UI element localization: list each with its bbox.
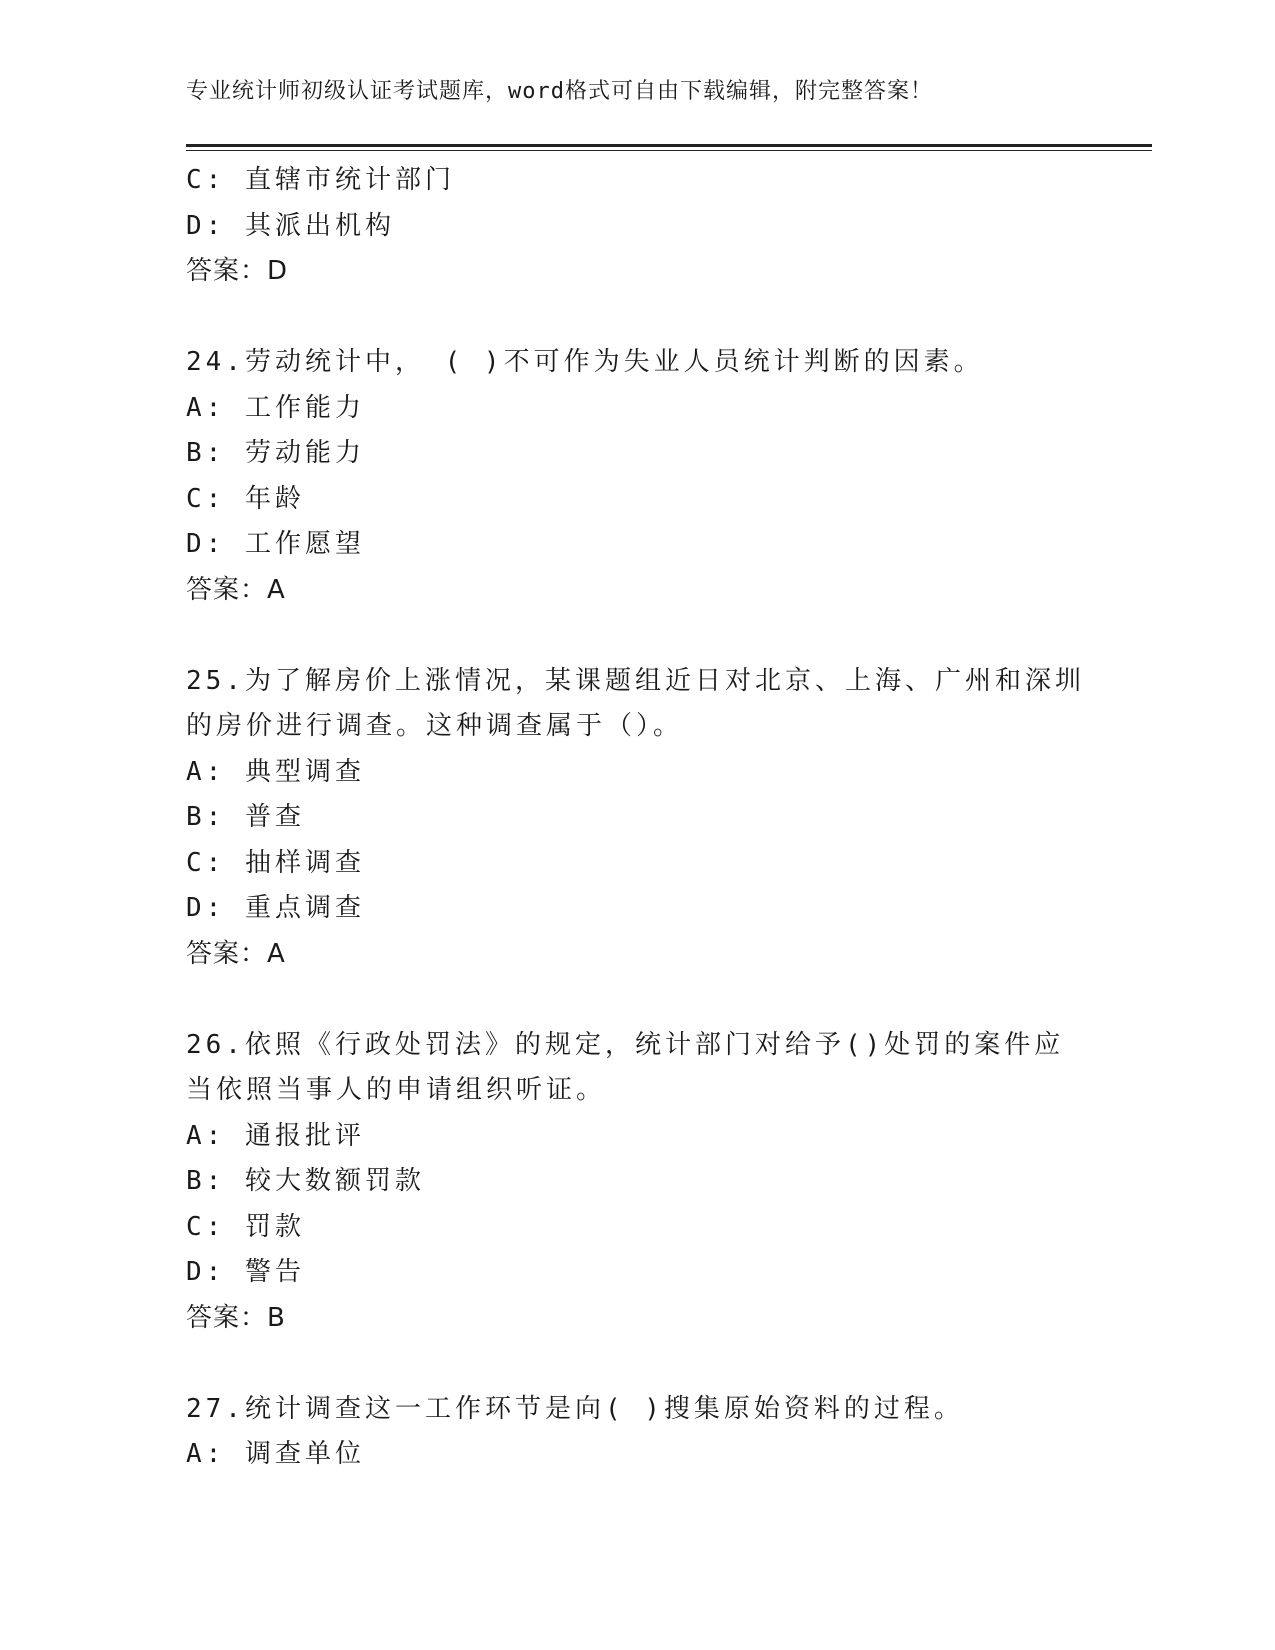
option-line: [186, 431, 1086, 477]
question-27: [186, 1387, 1086, 1478]
option-text: 抽样调查: [244, 847, 365, 878]
option-line: [186, 750, 1086, 796]
option-text: 直辖市统计部门: [244, 165, 455, 195]
option-line: [186, 522, 1086, 568]
option-label: C:: [186, 1211, 226, 1242]
option-label: D:: [186, 210, 226, 241]
option-label: B:: [186, 438, 226, 468]
option-line: [186, 1250, 1086, 1296]
option-label: A:: [186, 392, 226, 423]
option-line: [186, 1114, 1086, 1160]
question-stem: 24.劳动统计中， ( )不可作为失业人员统计判断的因素。: [186, 347, 984, 377]
spacer: [186, 977, 1086, 1023]
option-label: A:: [186, 756, 226, 787]
option-label: D:: [186, 1257, 226, 1287]
option-label: D:: [186, 529, 226, 559]
option-line: [186, 1205, 1086, 1251]
answer-line: 答案：D: [186, 256, 289, 286]
answer-line: 答案：B: [186, 1302, 286, 1333]
option-label: A:: [186, 1120, 226, 1151]
option-label: B:: [186, 1166, 226, 1196]
option-text: 调查单位: [244, 1439, 365, 1469]
option-label: D:: [186, 893, 226, 923]
option-label: C:: [186, 847, 226, 878]
option-line: [186, 477, 1086, 523]
option-text: 工作能力: [244, 392, 365, 423]
option-text: 警告: [244, 1257, 305, 1287]
option-text: 较大数额罚款: [244, 1166, 425, 1196]
spacer: [186, 613, 1086, 659]
option-line: [186, 204, 1086, 250]
option-text: 通报批评: [244, 1120, 365, 1151]
question-25: [186, 659, 1086, 978]
question-26: [186, 1023, 1086, 1342]
option-text: 典型调查: [244, 756, 365, 787]
option-text: 劳动能力: [244, 438, 365, 468]
answer-line: 答案：A: [186, 574, 286, 605]
header-rule-thick: [186, 144, 1152, 147]
option-text: 工作愿望: [244, 529, 365, 559]
option-label: A:: [186, 1439, 226, 1469]
spacer: [186, 1341, 1086, 1387]
option-line: [186, 386, 1086, 432]
option-text: 普查: [244, 802, 305, 832]
option-line: [186, 886, 1086, 932]
option-line: [186, 795, 1086, 841]
question-stem: 26.依照《行政处罚法》的规定，统计部门对给予()处罚的案件应当依照当事人的申请组织听证。: [186, 1029, 1065, 1105]
question-content: [186, 158, 1086, 1478]
header-rule-thin: [186, 150, 1152, 151]
option-line: [186, 1159, 1086, 1205]
option-text: 罚款: [244, 1211, 305, 1242]
option-line: [186, 1432, 1086, 1478]
spacer: [186, 295, 1086, 341]
answer-line: 答案：A: [186, 938, 286, 969]
option-text: 重点调查: [244, 893, 365, 923]
question-24: [186, 340, 1086, 613]
option-label: C:: [186, 483, 226, 514]
page-header: 专业统计师初级认证考试题库，word格式可自由下载编辑，附完整答案！: [186, 79, 933, 104]
option-line: [186, 158, 1086, 204]
option-text: 年龄: [244, 483, 305, 514]
question-stem: 25.为了解房价上涨情况，某课题组近日对北京、上海、广州和深圳的房价进行调查。这种调查属于（）。: [186, 665, 1085, 741]
option-text: 其派出机构: [244, 210, 395, 241]
question-stem: 27.统计调查这一工作环节是向( )搜集原始资料的过程。: [186, 1393, 964, 1424]
option-label: B:: [186, 802, 226, 832]
option-label: C:: [186, 165, 226, 195]
option-line: [186, 841, 1086, 887]
